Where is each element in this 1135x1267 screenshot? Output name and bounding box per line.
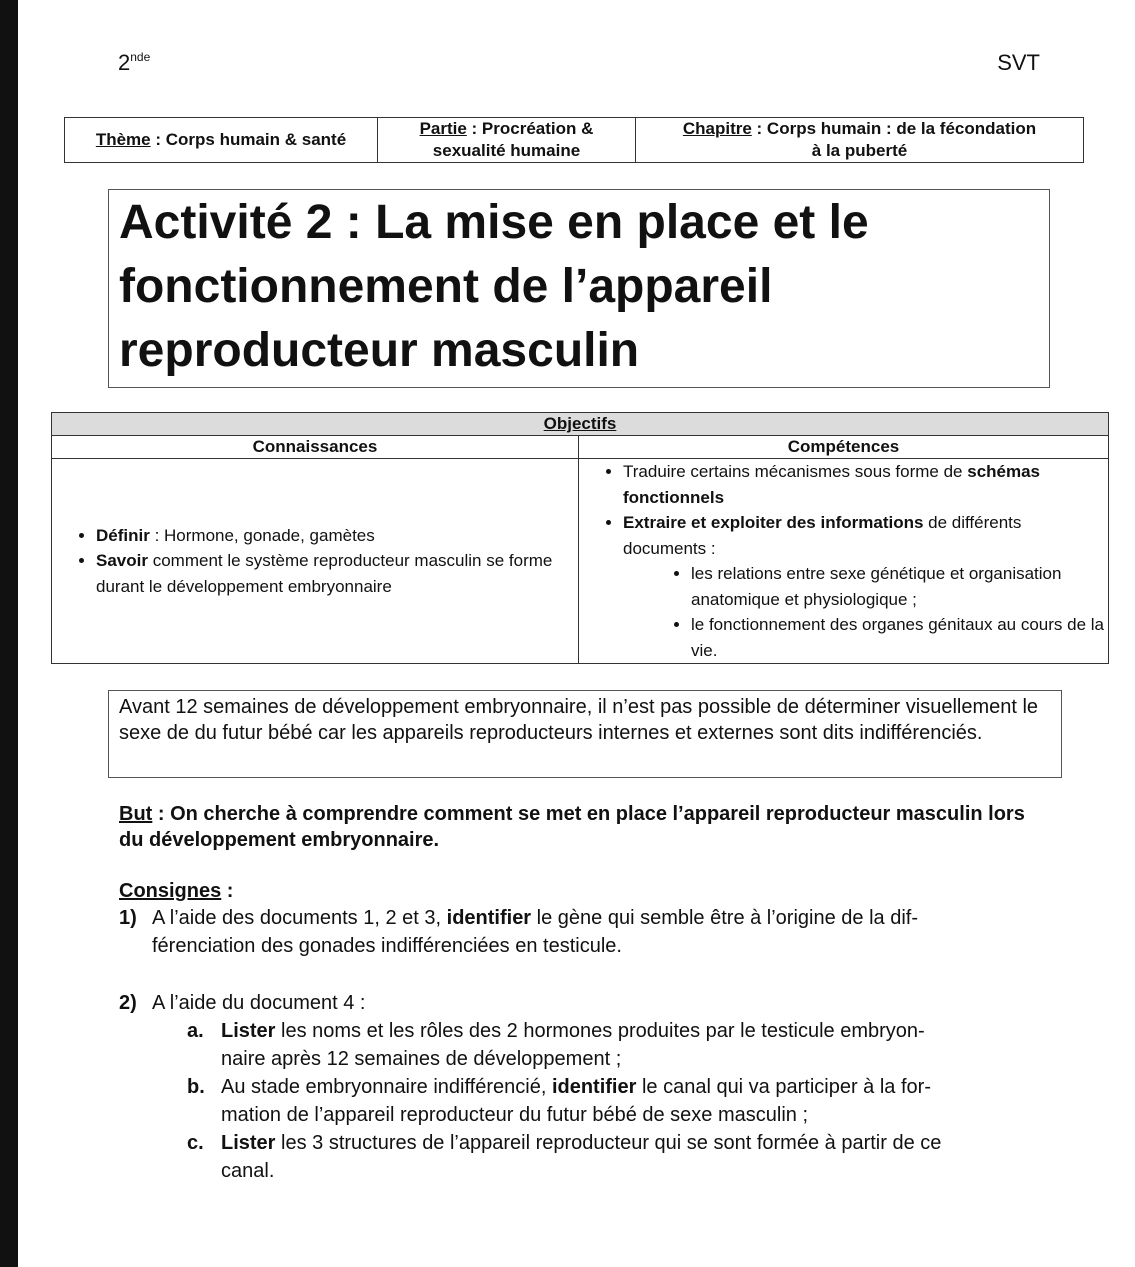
question-1: 1) A l’aide des documents 1, 2 et 3, identifier le gène qui semble être à l’origine de la dif- férenciation des gonades indifférenciées en testicule. xyxy=(119,907,918,957)
worksheet-page xyxy=(18,0,1135,1267)
list-item: • Traduire certains mécanismes sous forme de schémas fonctionnels xyxy=(623,459,1108,510)
objectives-title: Objectifs xyxy=(52,413,1109,436)
subject-label: SVT xyxy=(997,50,1040,75)
question-2c: c. Lister les 3 structures de l’appareil reproducteur qui se sont formée à partir de ce canal. xyxy=(187,1132,942,1182)
activity-title-box xyxy=(108,189,1050,388)
knowledge-cell xyxy=(52,459,579,664)
knowledge-header: Connaissances xyxy=(52,436,579,459)
question-2b: b. Au stade embryonnaire indifférencié, identifier le canal qui va participer à la for- mation de l’appareil reproducteur du futur bébé de sexe masculin ; xyxy=(187,1076,931,1126)
list-item: • Savoir comment le système reproducteur masculin se forme durant le développement embryonnaire xyxy=(96,548,578,599)
question-2a: a. Lister les noms et les rôles des 2 hormones produites par le testicule embryon- naire après 12 semaines de développement ; xyxy=(187,1020,925,1070)
goal-statement: But : On cherche à comprendre comment se met en place l’appareil reproducteur masculin lors du développement embryonnaire. xyxy=(119,803,1025,851)
list-item: • Définir : Hormone, gonade, gamètes xyxy=(96,523,578,549)
class-level: 2nde xyxy=(118,50,151,75)
left-edge-bar xyxy=(0,0,18,1267)
skills-header: Compétences xyxy=(579,436,1109,459)
partie-cell: Partie : Procréation & sexualité humaine xyxy=(378,118,636,163)
list-item: • le fonctionnement des organes génitaux au cours de la vie. xyxy=(691,612,1108,663)
list-item: • les relations entre sexe génétique et organisation anatomique et physiologique ; xyxy=(691,561,1108,612)
intro-box: Avant 12 semaines de développement embryonnaire, il n’est pas possible de déterminer visuellement le sexe de du futur bébé car les appareils reproducteurs internes et externes sont dits indifférenciés. xyxy=(108,690,1062,778)
list-item: • Extraire et exploiter des informations de différents documents : xyxy=(623,510,1108,561)
activity-title: Activité 2 : La mise en place et le fonctionnement de l’appareil reproducteur masculin xyxy=(119,196,869,377)
header-table xyxy=(64,117,1084,163)
theme-cell: Thème : Corps humain & santé xyxy=(65,118,378,163)
skills-sublist xyxy=(579,561,1108,663)
skills-list xyxy=(579,459,1108,561)
skills-cell xyxy=(579,459,1109,664)
knowledge-list xyxy=(52,523,578,600)
instructions-title: Consignes : xyxy=(119,880,234,902)
question-2: 2) A l’aide du document 4 : xyxy=(119,992,366,1014)
chapitre-cell: Chapitre : Corps humain : de la fécondation à la puberté xyxy=(636,118,1084,163)
objectives-table xyxy=(51,412,1109,664)
